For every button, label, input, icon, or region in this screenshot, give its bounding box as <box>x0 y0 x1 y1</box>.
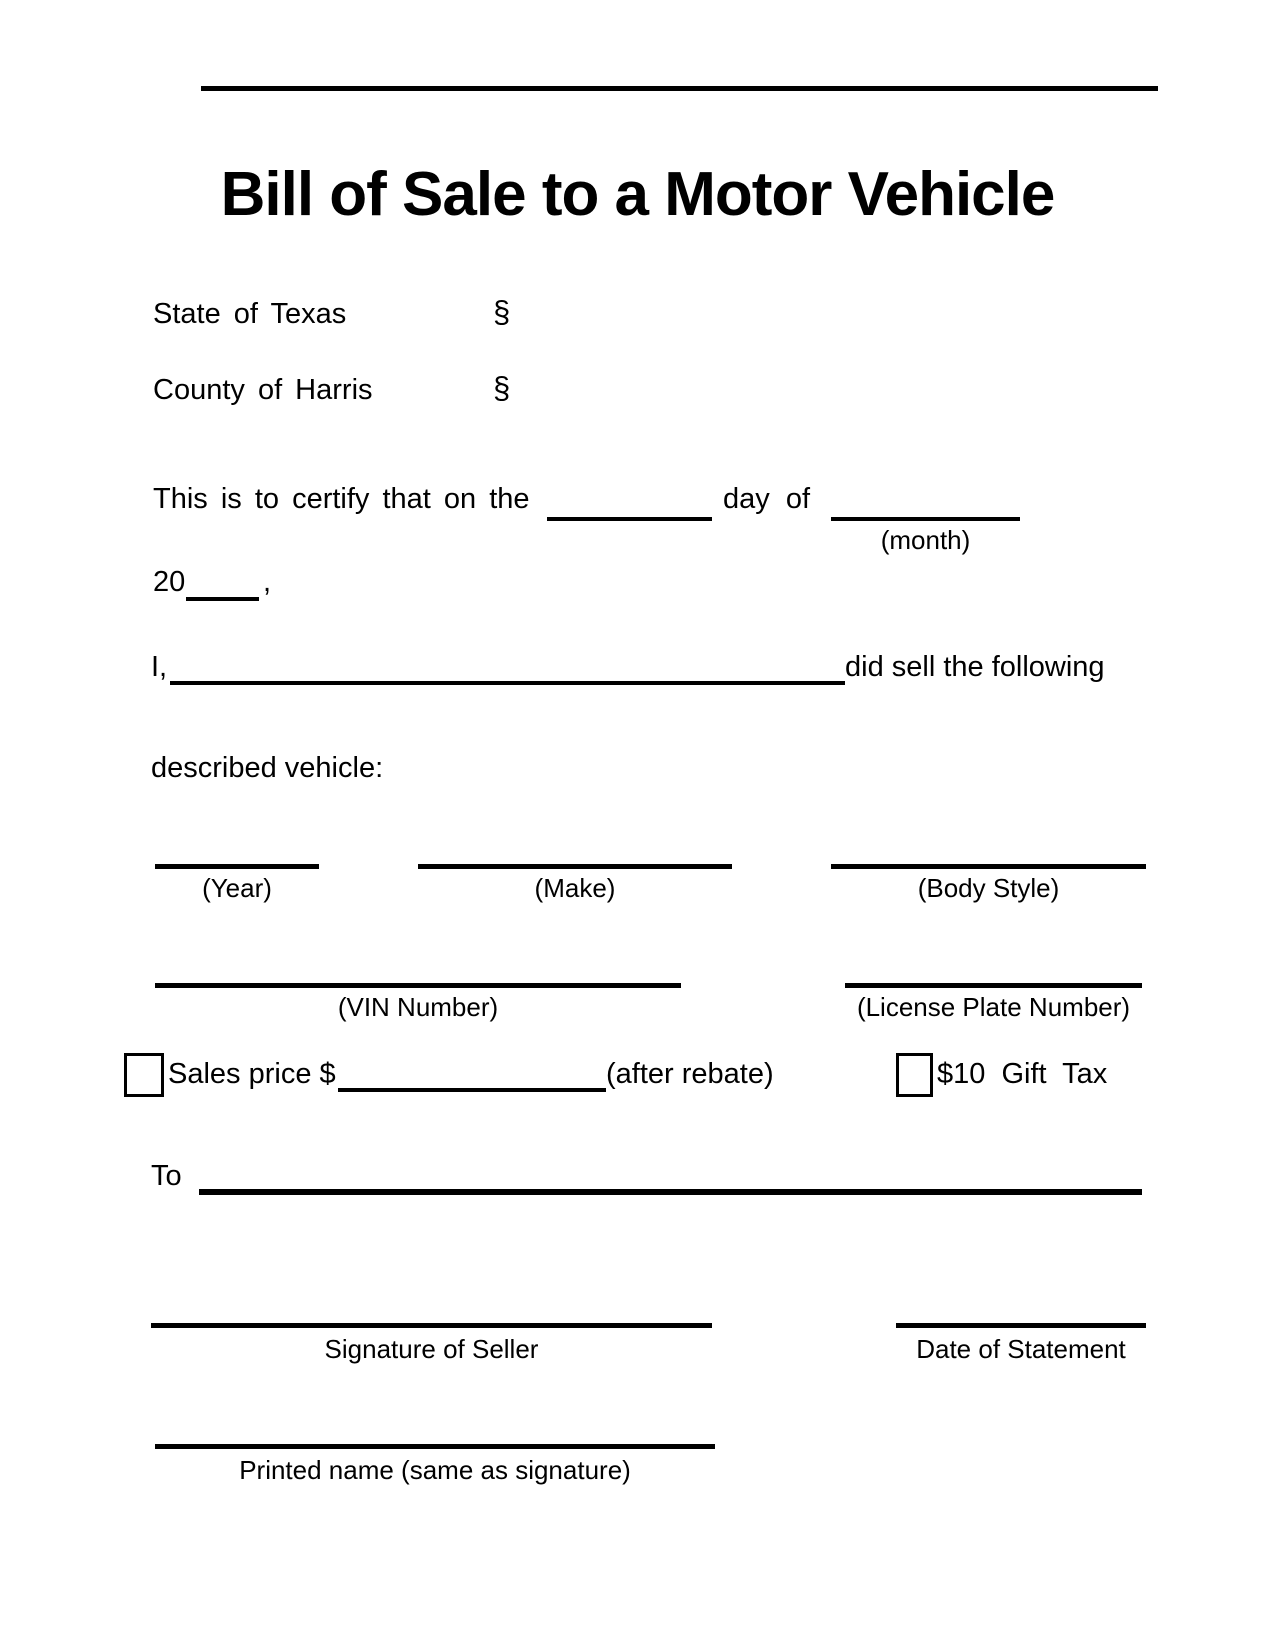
vehicle-body-style-fill-line[interactable] <box>831 864 1146 869</box>
year-comma: , <box>263 566 272 598</box>
header-rule <box>201 86 1158 91</box>
vehicle-year-fill-line[interactable] <box>155 864 319 869</box>
county-label: County of Harris <box>153 374 373 406</box>
license-plate-fill-line[interactable] <box>845 983 1142 988</box>
seller-name-fill-line[interactable] <box>170 681 845 685</box>
sales-price-label: Sales price $ <box>168 1058 336 1090</box>
buyer-name-fill-line[interactable] <box>199 1189 1142 1195</box>
printed-name-caption: Printed name (same as signature) <box>239 1455 631 1485</box>
day-fill-line[interactable] <box>547 517 712 521</box>
date-fill-line[interactable] <box>896 1323 1146 1328</box>
year-caption: (Year) <box>202 873 272 903</box>
certify-lead-text: This is to certify that on the <box>153 483 530 515</box>
sales-price-checkbox[interactable] <box>124 1053 164 1097</box>
license-plate-caption: (License Plate Number) <box>856 992 1131 1022</box>
vehicle-make-fill-line[interactable] <box>418 864 732 869</box>
day-of-text: day of <box>723 483 810 515</box>
i-prefix-text: I, <box>151 651 168 683</box>
document-title: Bill of Sale to a Motor Vehicle <box>220 160 1055 229</box>
vin-caption: (VIN Number) <box>337 992 499 1022</box>
to-label: To <box>151 1160 182 1192</box>
did-sell-text: did sell the following <box>845 651 1105 683</box>
gift-tax-label: $10 Gift Tax <box>937 1058 1108 1090</box>
gift-tax-checkbox[interactable] <box>896 1053 933 1097</box>
month-caption: (month) <box>880 525 971 555</box>
printed-name-fill-line[interactable] <box>155 1444 715 1449</box>
make-caption: (Make) <box>534 873 616 903</box>
vin-fill-line[interactable] <box>155 983 681 988</box>
year-fill-line[interactable] <box>186 597 259 601</box>
state-label: State of Texas <box>153 298 347 330</box>
described-vehicle-text: described vehicle: <box>151 752 384 784</box>
body-style-caption: (Body Style) <box>917 873 1060 903</box>
date-of-statement-caption: Date of Statement <box>916 1334 1126 1364</box>
seller-signature-fill-line[interactable] <box>151 1323 712 1328</box>
sales-price-fill-line[interactable] <box>338 1088 606 1092</box>
section-symbol-county: § <box>493 370 511 405</box>
section-symbol-state: § <box>493 294 511 329</box>
month-fill-line[interactable] <box>831 517 1020 521</box>
signature-of-seller-caption: Signature of Seller <box>324 1334 539 1364</box>
after-rebate-caption: (after rebate) <box>606 1058 774 1090</box>
year-prefix-text: 20 <box>153 566 186 598</box>
